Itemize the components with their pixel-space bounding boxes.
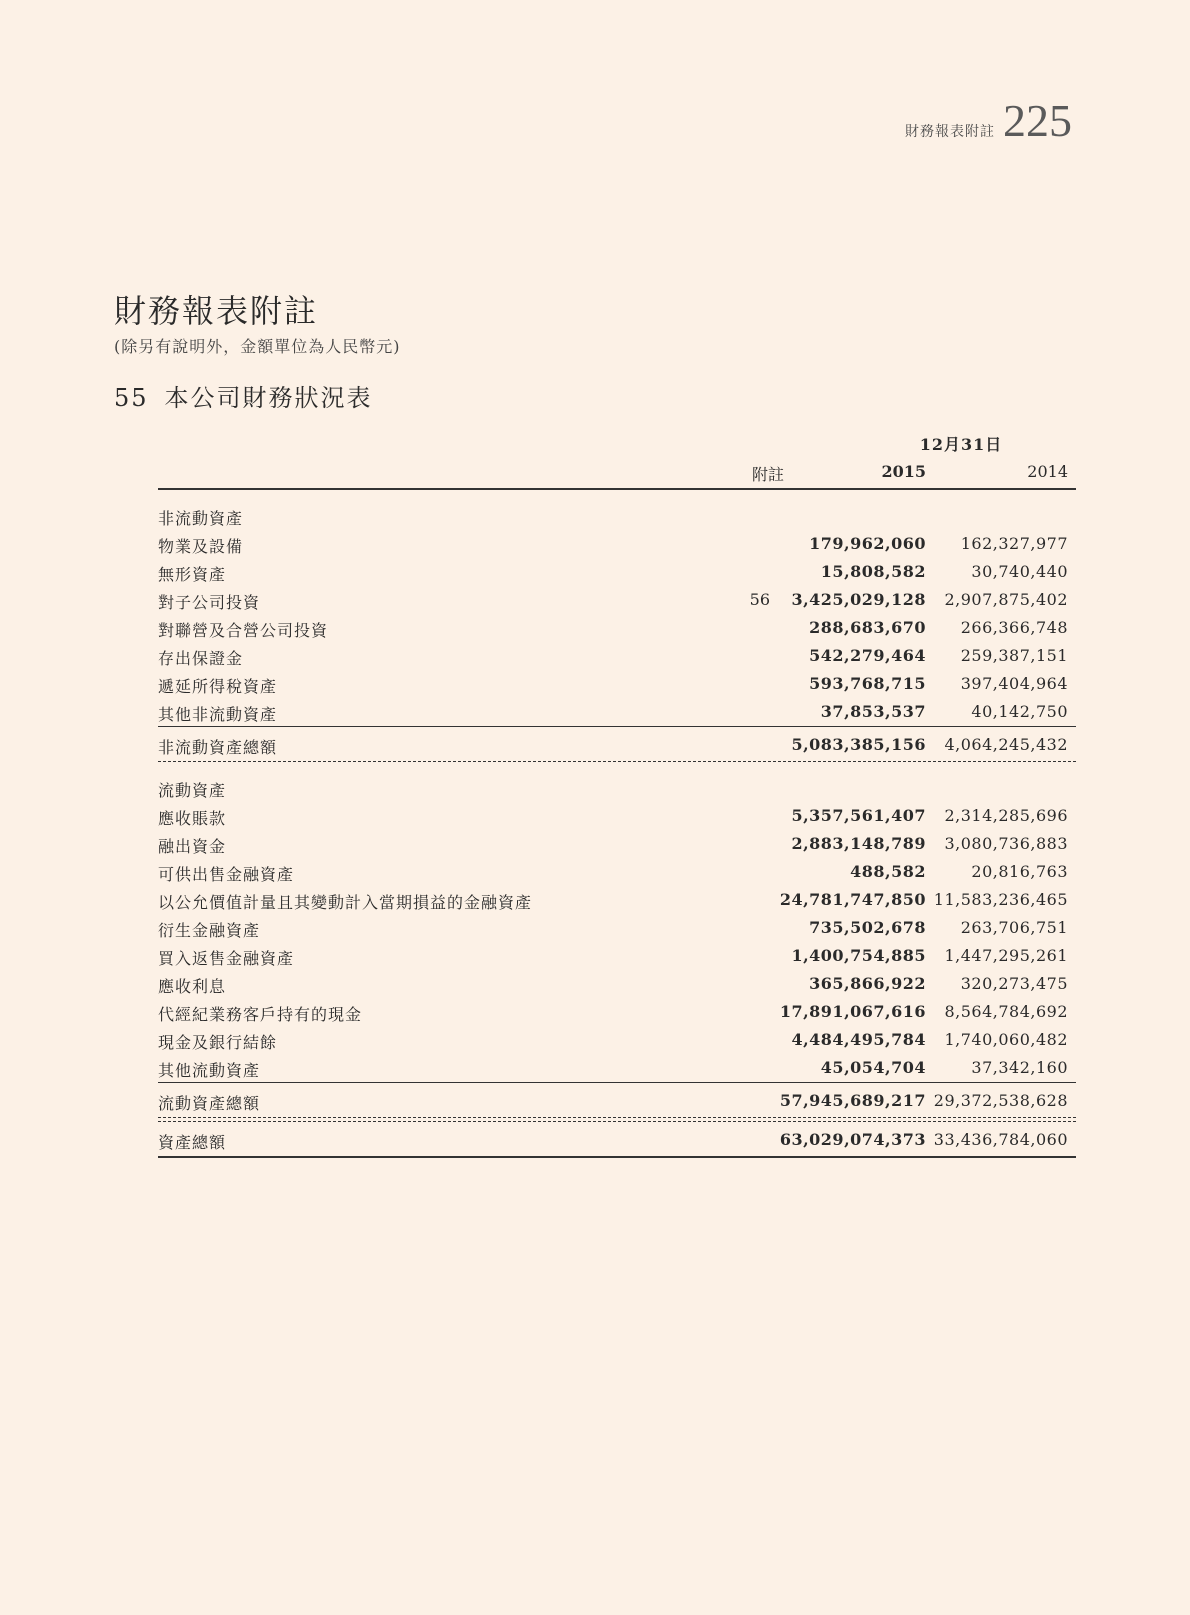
value-2015: 15,808,582 [820,562,926,581]
value-2015: 542,279,464 [809,646,926,665]
row-label: 流動資產 [158,781,227,800]
value-2014: 1,740,060,482 [944,1030,1068,1049]
row-label: 資產總額 [158,1133,227,1152]
row-label: 應收賬款 [158,809,227,828]
row-label: 其他流動資產 [158,1061,261,1080]
table-row [158,970,1076,998]
table-row [158,858,1076,886]
table-row [158,586,1076,614]
row-label: 其他非流動資產 [158,705,278,724]
row-label: 融出資金 [158,837,227,856]
divider [158,1082,1076,1083]
value-2014: 37,342,160 [971,1058,1068,1077]
value-2014: 266,366,748 [960,618,1068,637]
value-2015: 45,054,704 [820,1058,926,1077]
value-2015: 4,484,495,784 [791,1030,926,1049]
row-label: 物業及設備 [158,537,244,556]
value-2014: 20,816,763 [971,862,1068,881]
section-title-text: 本公司財務狀況表 [164,384,373,412]
non-current-total-row [158,731,1076,761]
value-2014: 397,404,964 [960,674,1068,693]
current-total-row [158,1087,1076,1117]
row-label: 以公允價值計量且其變動計入當期損益的金融資產 [158,893,533,912]
value-2014: 11,583,236,465 [933,890,1068,909]
value-2014: 320,273,475 [960,974,1068,993]
value-2014: 1,447,295,261 [944,946,1068,965]
value-2014: 162,327,977 [960,534,1068,553]
table-row [158,914,1076,942]
note-column-header: 附註 [751,465,784,484]
grand-total-row [158,1126,1076,1156]
page-title: 財務報表附註 [114,292,319,330]
value-2014: 2,907,875,402 [944,590,1068,609]
divider [158,761,1076,762]
non-current-rows [158,530,1076,726]
table-row [158,530,1076,558]
value-2015: 2,883,148,789 [791,834,926,853]
current-rows [158,802,1076,1082]
value-2014: 3,080,736,883 [944,834,1068,853]
value-2014: 33,436,784,060 [933,1130,1068,1149]
value-2014: 4,064,245,432 [944,735,1068,754]
section-number: 55 [114,384,149,412]
value-2014: 259,387,151 [960,646,1068,665]
table-row [158,802,1076,830]
row-label: 應收利息 [158,977,227,996]
running-header [905,95,1072,146]
row-label: 衍生金融資產 [158,921,261,940]
section-title [114,378,373,413]
value-2014: 29,372,538,628 [933,1091,1068,1110]
table-row [158,642,1076,670]
table-row [158,698,1076,726]
value-2015: 17,891,067,616 [779,1002,926,1021]
row-label: 買入返售金融資產 [158,949,295,968]
row-label: 現金及銀行結餘 [158,1033,278,1052]
value-2015: 63,029,074,373 [779,1130,926,1149]
row-label: 代經紀業務客戶持有的現金 [158,1005,363,1024]
table-row [158,558,1076,586]
section-heading-current [158,774,1076,802]
divider [158,1156,1076,1158]
page-subtitle: (除另有說明外，金額單位為人民幣元) [114,337,401,356]
value-2015: 37,853,537 [820,702,926,721]
row-label: 非流動資產 [158,509,244,528]
row-label: 遞延所得稅資產 [158,677,278,696]
table-row [158,1054,1076,1082]
running-header-label: 財務報表附註 [905,124,995,140]
note-ref: 56 [749,590,770,609]
table-row [158,886,1076,914]
value-2014: 2,314,285,696 [944,806,1068,825]
value-2014: 8,564,784,692 [944,1002,1068,1021]
value-2015: 365,866,922 [809,974,926,993]
table-row [158,670,1076,698]
table-row [158,614,1076,642]
value-2014: 30,740,440 [971,562,1068,581]
row-label: 存出保證金 [158,649,244,668]
value-2015: 5,357,561,407 [791,806,926,825]
value-2015: 735,502,678 [809,918,926,937]
value-2015: 24,781,747,850 [779,890,926,909]
table-header-date-row [158,428,1076,458]
date-header: 12月31日 [919,435,1003,454]
value-2015: 488,582 [850,862,926,881]
row-label: 可供出售金融資產 [158,865,295,884]
section-heading-non-current [158,502,1076,530]
value-2015: 1,400,754,885 [791,946,926,965]
table-row [158,942,1076,970]
row-label: 無形資產 [158,565,227,584]
page-number: 225 [1003,95,1072,146]
divider [158,1117,1076,1122]
row-label: 對聯營及合營公司投資 [158,621,329,640]
row-label: 非流動資產總額 [158,738,278,757]
value-2015: 57,945,689,217 [779,1091,926,1110]
value-2014: 263,706,751 [960,918,1068,937]
value-2015: 3,425,029,128 [791,590,926,609]
value-2015: 5,083,385,156 [791,735,926,754]
divider [158,726,1076,727]
value-2015: 288,683,670 [809,618,926,637]
table-row [158,998,1076,1026]
row-label: 對子公司投資 [158,593,261,612]
table-header-row [158,458,1076,490]
value-2014: 40,142,750 [971,702,1068,721]
year-2015-header: 2015 [881,462,926,481]
value-2015: 179,962,060 [809,534,926,553]
row-label: 流動資產總額 [158,1094,261,1113]
year-2014-header: 2014 [1027,462,1068,481]
value-2015: 593,768,715 [809,674,926,693]
table-row [158,1026,1076,1054]
table-row [158,830,1076,858]
balance-sheet-table [158,428,1076,1158]
